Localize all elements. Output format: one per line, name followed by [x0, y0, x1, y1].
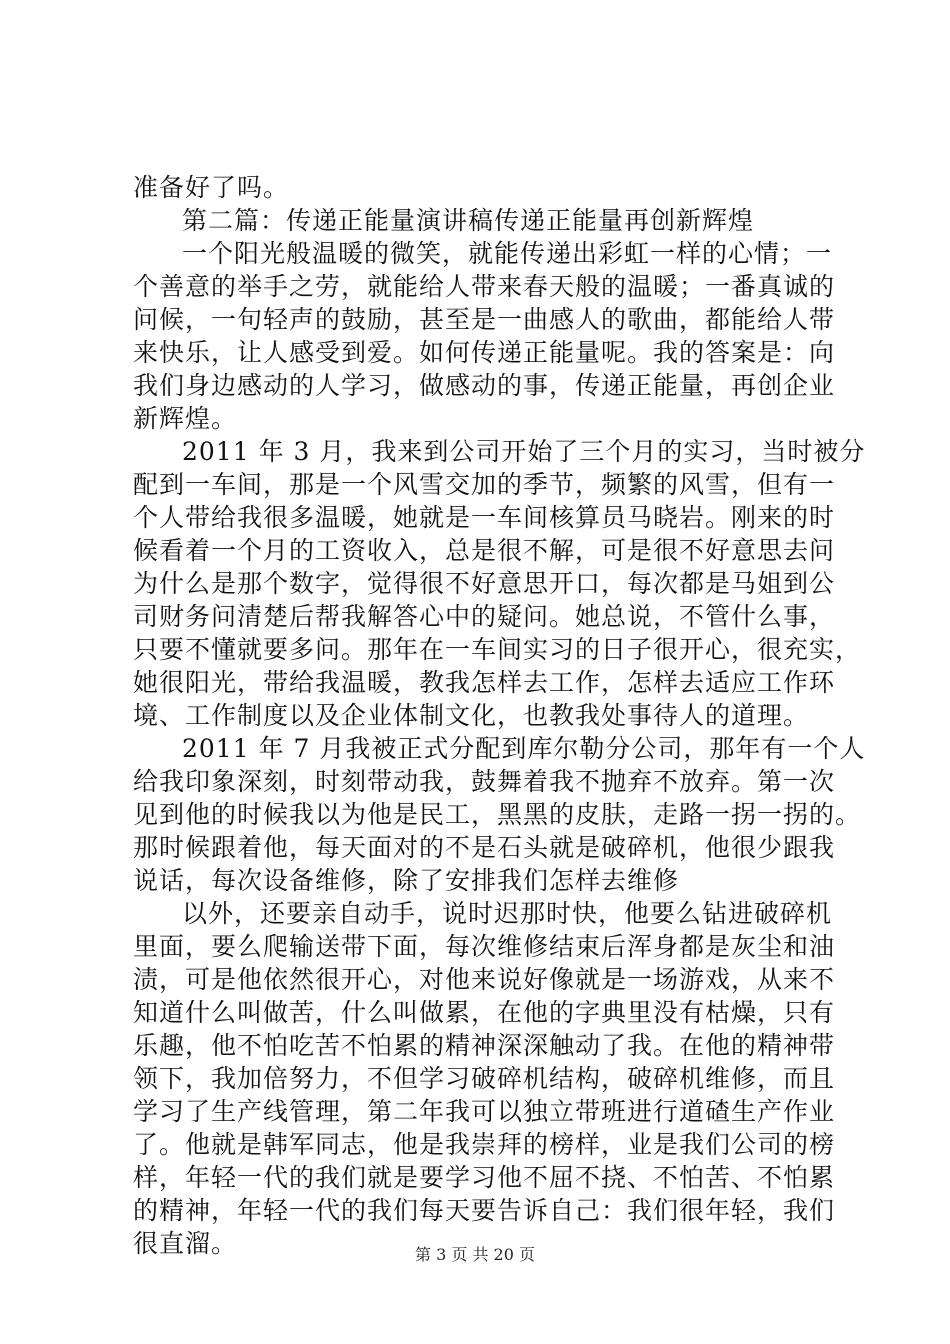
text-line: 学习了生产线管理，第二年我可以独立带班进行道碴生产作业	[133, 1097, 836, 1126]
text-line: 只要不懂就要多问。那年在一车间实习的日子很开心，很充实，	[133, 635, 862, 664]
text-line: 了。他就是韩军同志，他是我崇拜的榜样，业是我们公司的榜	[133, 1130, 836, 1159]
text-line: 以外，还要亲自动手，说时迟那时快，他要么钻进破碎机	[182, 899, 833, 928]
page-footer: 第 3 页 共 20 页	[415, 1245, 535, 1264]
text-line: 问候，一句轻声的鼓励，甚至是一曲感人的歌曲，都能给人带	[133, 305, 836, 334]
text-line: 她很阳光，带给我温暖，教我怎样去工作，怎样去适应工作环	[133, 668, 836, 697]
text-line: 为什么是那个数字，觉得很不好意思开口，每次都是马姐到公	[133, 569, 836, 598]
text-line: 领下，我加倍努力，不但学习破碎机结构，破碎机维修，而且	[133, 1064, 836, 1093]
text-line: 给我印象深刻，时刻带动我，鼓舞着我不抛弃不放弃。第一次	[133, 767, 836, 796]
text-line: 见到他的时候我以为他是民工，黑黑的皮肤，走路一拐一拐的。	[133, 800, 862, 829]
text-line: 的精神，年轻一代的我们每天要告诉自己：我们很年轻，我们	[133, 1196, 836, 1225]
text-line: 知道什么叫做苦，什么叫做累，在他的字典里没有枯燥，只有	[133, 998, 836, 1027]
text-line: 2011 年 7 月我被正式分配到库尔勒分公司，那年有一个人	[182, 734, 866, 763]
text-line: 新辉煌。	[133, 404, 238, 433]
text-line: 准备好了吗。	[133, 173, 290, 202]
text-line: 说话，每次设备维修，除了安排我们怎样去维修	[133, 866, 680, 895]
text-line: 样，年轻一代的我们就是要学习他不屈不挠、不怕苦、不怕累	[133, 1163, 836, 1192]
text-line: 2011 年 3 月，我来到公司开始了三个月的实习，当时被分	[182, 437, 866, 466]
text-line: 境、工作制度以及企业体制文化，也教我处事待人的道理。	[133, 701, 810, 730]
text-line: 司财务问清楚后帮我解答心中的疑问。她总说，不管什么事，	[133, 602, 836, 631]
text-line: 个善意的举手之劳，就能给人带来春天般的温暖；一番真诚的	[133, 272, 836, 301]
text-line: 很直溜。	[133, 1229, 238, 1258]
text-line: 那时候跟着他，每天面对的不是石头就是破碎机，他很少跟我	[133, 833, 836, 862]
text-line: 候看着一个月的工资收入，总是很不解，可是很不好意思去问	[133, 536, 836, 565]
text-line: 里面，要么爬输送带下面，每次维修结束后浑身都是灰尘和油	[133, 932, 836, 961]
text-line: 渍，可是他依然很开心，对他来说好像就是一场游戏，从来不	[133, 965, 836, 994]
text-line: 我们身边感动的人学习，做感动的事，传递正能量，再创企业	[133, 371, 836, 400]
text-line: 配到一车间，那是一个风雪交加的季节，频繁的风雪，但有一	[133, 470, 836, 499]
text-line: 乐趣，他不怕吃苦不怕累的精神深深触动了我。在他的精神带	[133, 1031, 836, 1060]
text-line: 来快乐，让人感受到爱。如何传递正能量呢。我的答案是：向	[133, 338, 836, 367]
text-line: 个人带给我很多温暖，她就是一车间核算员马晓岩。刚来的时	[133, 503, 836, 532]
section-heading: 第二篇：传递正能量演讲稿传递正能量再创新辉煌	[182, 206, 755, 235]
text-line: 一个阳光般温暖的微笑，就能传递出彩虹一样的心情；一	[182, 239, 833, 268]
